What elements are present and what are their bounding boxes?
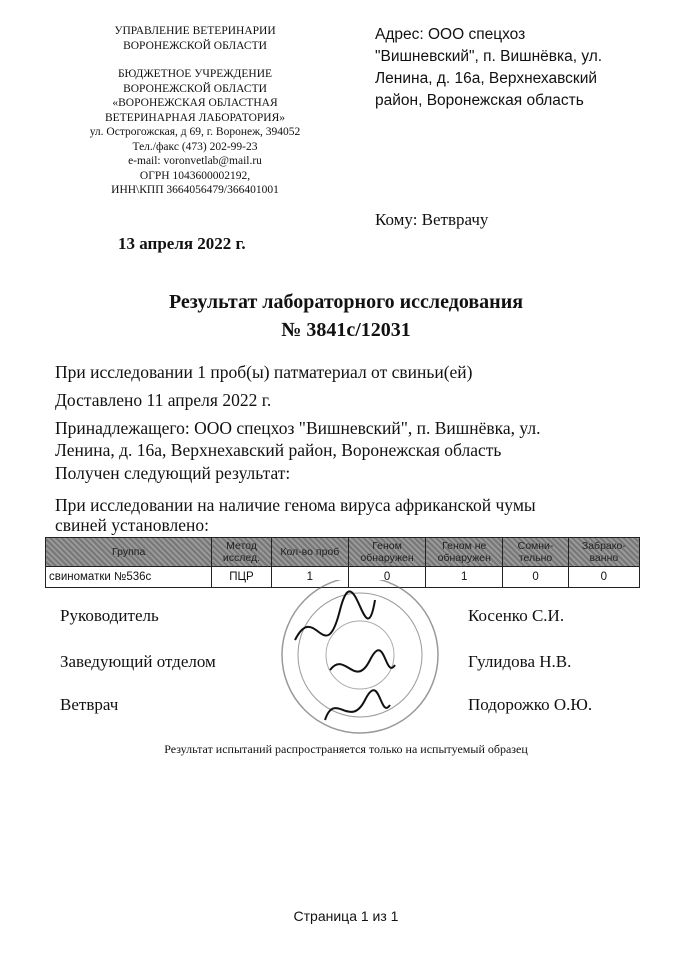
col-header: Геном не обнаружен — [426, 538, 503, 567]
signature-role: Руководитель — [60, 606, 159, 625]
header-line: ИНН\КПП 3664056479/366401001 — [111, 184, 279, 196]
col-header: Забрако-ванно — [568, 538, 639, 567]
body-text: Принадлежащего: ООО спецхоз "Вишневский", п. Вишнёвка, ул. — [55, 418, 541, 438]
cell: 0 — [503, 567, 568, 588]
recipient-address — [375, 24, 675, 112]
body-text: свиней установлено: — [55, 515, 210, 535]
signature-scribble — [330, 650, 395, 671]
body-text: Доставлено 11 апреля 2022 г. — [55, 390, 272, 410]
col-header: Кол-во проб — [271, 538, 348, 567]
signature-name: Косенко С.И. — [468, 606, 565, 625]
table-header-row — [46, 538, 640, 567]
header-line: УПРАВЛЕНИЕ ВЕТЕРИНАРИИ — [114, 25, 276, 37]
cell: ПЦР — [212, 567, 271, 588]
header-line: БЮДЖЕТНОЕ УЧРЕЖДЕНИЕ — [117, 68, 273, 80]
header-line: e-mail: voronvetlab@mail.ru — [128, 155, 262, 167]
recipient: Кому: Ветврачу — [375, 210, 489, 229]
col-header: Группа — [46, 538, 212, 567]
document-date: 13 апреля 2022 г. — [118, 234, 246, 253]
signature-role: Заведующий отделом — [60, 652, 216, 671]
cell: 1 — [426, 567, 503, 588]
result-number: № 3841с/12031 — [281, 319, 411, 341]
address-line: Адрес: ООО спецхоз — [375, 26, 526, 43]
body-text: При исследовании на наличие генома вируса африканской чумы — [55, 495, 536, 515]
title-line: Результат лабораторного исследования — [168, 291, 524, 313]
header-line: «ВОРОНЕЖСКАЯ ОБЛАСТНАЯ — [112, 97, 278, 109]
header-line: ВОРОНЕЖСКОЙ ОБЛАСТИ — [123, 39, 267, 52]
signature-role: Ветврач — [60, 695, 119, 714]
document-title — [0, 288, 692, 344]
col-header: Сомни-тельно — [503, 538, 568, 567]
header-line: Тел./факс (473) 202-99-23 — [132, 140, 258, 153]
institution-header — [70, 24, 320, 198]
cell: 0 — [568, 567, 639, 588]
page-number: Страница 1 из 1 — [293, 908, 399, 924]
body-text: При исследовании 1 проб(ы) патматериал от свиньи(ей) — [55, 362, 473, 382]
address-line: "Вишневский", п. Вишнёвка, ул. — [375, 48, 603, 65]
signature-name: Подорожко О.Ю. — [468, 695, 593, 714]
col-header: Геном обнаружен — [348, 538, 425, 567]
header-line: ул. Острогожская, д 69, г. Воронеж, 394052 — [89, 126, 301, 138]
footnote: Результат испытаний распространяется только на испытуемый образец — [164, 742, 528, 756]
address-line: район, Воронежская область — [375, 92, 584, 109]
signature-scribble — [325, 690, 390, 720]
body-text: Ленина, д. 16а, Верхнехавский район, Воронежская область — [55, 440, 502, 460]
signature-name: Гулидова Н.В. — [468, 652, 572, 671]
official-stamp — [255, 580, 465, 750]
cell: 0 — [348, 567, 425, 588]
header-line: ВОРОНЕЖСКОЙ ОБЛАСТИ — [123, 82, 267, 95]
address-line: Ленина, д. 16а, Верхнехавский — [375, 70, 598, 87]
header-line: ОГРН 1043600002192, — [139, 169, 251, 182]
body-text: Получен следующий результат: — [55, 463, 291, 483]
cell: свиноматки №536с — [46, 567, 212, 588]
cell: 1 — [271, 567, 348, 588]
col-header: Метод исслед. — [212, 538, 271, 567]
header-line: ВЕТЕРИНАРНАЯ ЛАБОРАТОРИЯ» — [104, 111, 286, 124]
